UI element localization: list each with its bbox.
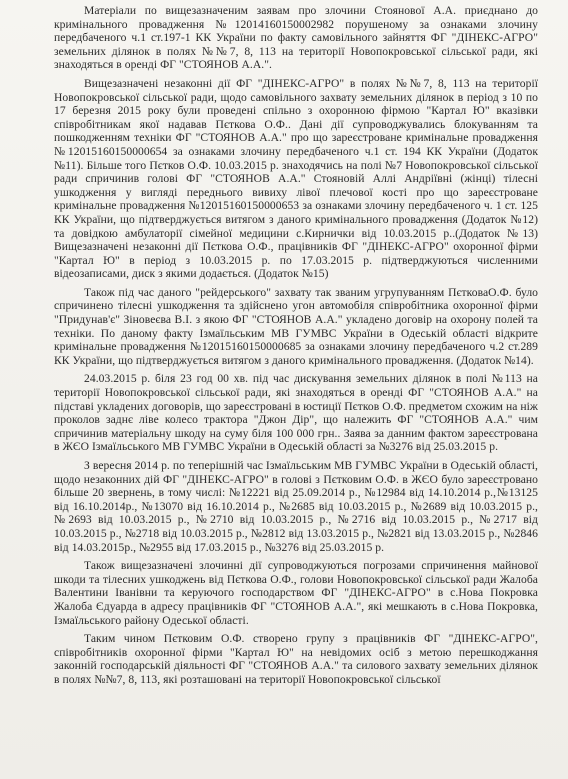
paragraph-illegal-actions: Вищезазначені незаконні дії ФГ "ДІНЕКС-АГРО" в полях №№7, 8, 113 на території Новопокровської сільської ради, щодо самовільного захвату земельних ділянок в період з 10 по 17 березня 2015 року були проведені спільно з охоронною фірмою "Картал Ю" вказівки співробітникам якої надавав Пєткова О.Ф.. Дані дії супроводжувались блокуванням та пошкодженням техніки ФГ "СТОЯНОВ А.А." про що зареєстроване кримінальне провадження №12015160150000654 за ознаками злочину передбаченого ч.1 ст. 194 КК України (Додаток №11). Більше того Пєтков О.Ф. 10.03.2015 р. знаходячись на полі №7 Новопокровської сільської ради спричинив голові ФГ "СТОЯНОВ А.А." Стояновій Аллі Андріївні (жінці) тілесні ушкодження у вигляді переднього вивиху лівої плечової кості про що зареєстроване кримінальне провадження №12015160150000653 за ознаками злочину передбаченого ч. 1 ст. 125 КК України, що підтверджується витягом з даного кримінального провадження (Додаток №12) та довідкою амбулаторії сімейної медицини с.Кирнички від 10.03.2015 р..(Додаток №13) Вищезазначені незаконні дії Пєткова О.Ф., працівників ФГ "ДІНЕКС-АГРО" охоронної фірми "Картал Ю" в період з 10.03.2015 р. по 17.03.2015 р. підтверджуються численними відеозаписами, диск з якими додається. (Додаток №15) bbox=[54, 76, 538, 281]
paragraph-threats: Також вищезазначені злочинні дії супроводжуються погрозами спричинення майнової шкоди та тілесних ушкоджень від Пєткова О.Ф., голови Новопокровської сільської ради Жалоба Валентини Іванівни та керуючого господарством ФГ "ДІНЕКС-АГРО" в с.Нова Покровка Жалоба Єдуарда в адресу працівників ФГ "СТОЯНОВ А.А.", які мешкають в с.Нова Покровка, Ізмаїльського району Одеської області. bbox=[54, 559, 538, 627]
paragraph-conclusion: Таким чином Пєтковим О.Ф. створено групу з працівників ФГ "ДІНЕКС-АГРО", співробітників охоронної фірми "Картал Ю" на невідомих осіб з метою перешкоджання законній господарській діяльності ФГ "СТОЯНОВ А.А." та силового захвату земельних ділянок в полях №№7, 8, 113, які розташовані на території Новопокровської сільської bbox=[54, 632, 538, 686]
paragraph-tractor-damage: 24.03.2015 р. біля 23 год 00 хв. під час дискування земельних ділянок в полі №113 на території Новопокровської сільської ради, які знаходяться в оренді ФГ "СТОЯНОВ А.А." на підставі укладених договорів, що зареєстровані в юстиції Пєтков О.Ф. предметом схожим на ніж проколов заднє ліве колесо трактора "Джон Дір", що належить ФГ "СТОЯНОВ А.А." чим спричинив матеріальну шкоду на суму біля 100 000 грн.. Заява за данним фактом зареєстрована в ЖЄО Ізмаїльського МВ ГУМВС України в Одеській області за №3276 від 25.03.2015 р. bbox=[54, 372, 538, 454]
paragraph-raider-seizure: Також під час даного "рейдерського" захвату так званим угрупуванням ПєтковаО.Ф. було спричинено тілесні ушкодження та здійснено угон автомобіля співробітника охоронної фірми "Придунав'є" Зіновеєва В.І. з якою ФГ "СТОЯНОВ А.А." укладено договір на охорону полей та техніки. По даному факту Ізмаїльським МВ ГУМВС України в Одеській області відкрите кримінальне провадження №12015160150000685 за ознаками злочину передбаченого ч.2 ст.289 КК України, що підтверджується витягом з даного кримінального провадження. (Додаток №14). bbox=[54, 285, 538, 367]
paragraph-materials: Матеріали по вищезазначеним заявам про злочини Стоянової А.А. приєднано до кримінального провадження №12014160150002982 порушеному за ознаками злочину передбаченого ч.1 ст.197-1 КК України по факту самовільного зайняття ФГ "ДІНЕКС-АГРО" земельних ділянок в полях №№7, 8, 113 на території Новопокровської сільської ради, які знаходяться в оренді ФГ "СТОЯНОВ А.А.". bbox=[54, 4, 538, 72]
paragraph-registered-appeals: З вересня 2014 р. по теперішній час Ізмаїльським МВ ГУМВС України в Одеській області, щодо незаконних дій ФГ "ДІНЕКС-АГРО" в голові з Пєтковим О.Ф. в ЖЄО було зареєстровано більше 20 звернень, в тому числі: №12221 від 25.09.2014 р., №12984 від 14.10.2014 р.,№13125 від 16.10.2014р., №13070 від 16.10.2014 р., №2685 від 10.03.2015 р., №2689 від 10.03.2015 р., №2693 від 10.03.2015 р., №2710 від 10.03.2015 р., №2716 від 10.03.2015 р., №2717 від 10.03.2015 р., №2718 від 10.03.2015 р., №2812 від 13.03.2015 р., №2821 від 13.03.2015 р., №2846 від 14.03.2015р., №2955 від 17.03.2015 р., №3276 від 25.03.2015 р. bbox=[54, 459, 538, 554]
